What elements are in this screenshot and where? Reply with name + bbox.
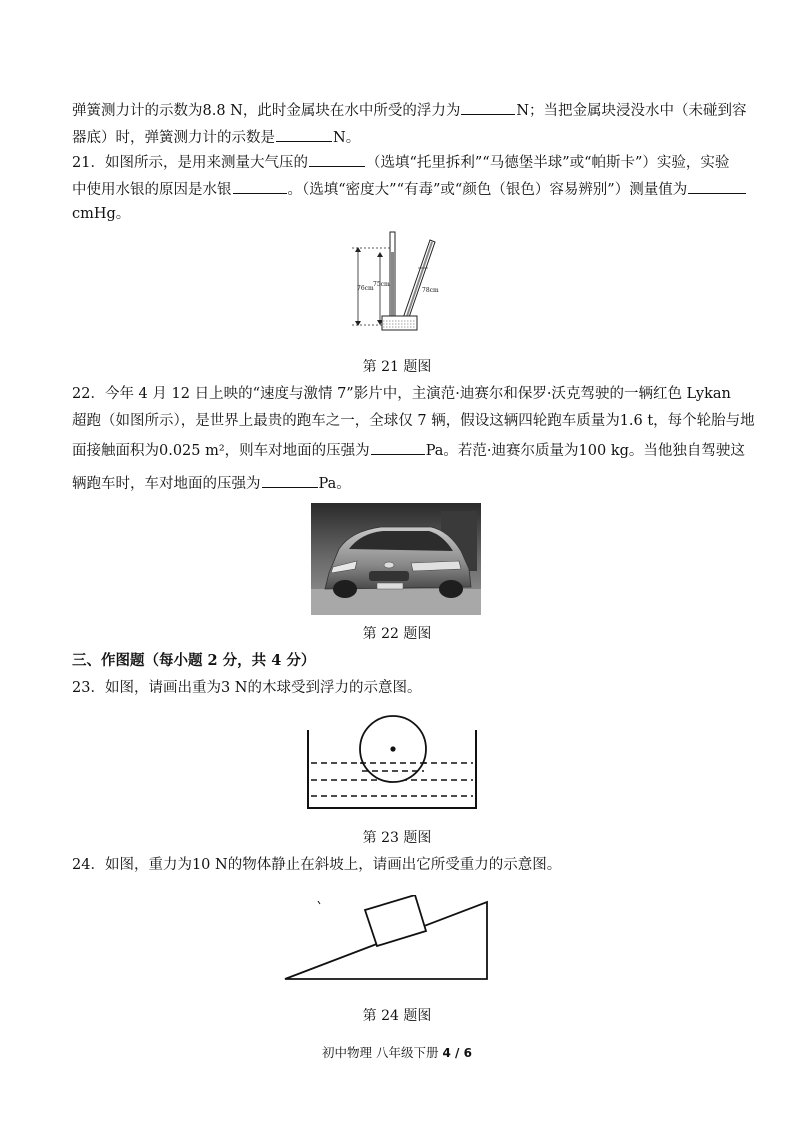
q20-line2 bbox=[72, 127, 724, 148]
page-footer bbox=[0, 1043, 794, 1061]
answer-blank[interactable] bbox=[309, 152, 365, 167]
car-photo bbox=[311, 503, 481, 615]
answer-blank[interactable] bbox=[688, 179, 746, 194]
q20-text-d: N。 bbox=[333, 130, 361, 146]
footer-subject: 初中物理 八年级下册 bbox=[322, 1045, 443, 1060]
label-78cm: 78cm bbox=[422, 287, 439, 294]
section-3-title: 三、作图题（每小题 2 分，共 4 分） bbox=[72, 652, 316, 669]
q22-line3 bbox=[72, 440, 745, 461]
q20-line1 bbox=[72, 100, 747, 121]
floating-ball-figure bbox=[305, 712, 481, 816]
q24-line1: 24．如图，重力为10 N的物体静止在斜坡上，请画出它所受重力的示意图。 bbox=[72, 857, 562, 873]
q23-line1: 23．如图，请画出重为3 N的木球受到浮力的示意图。 bbox=[72, 680, 422, 696]
q20-text-c: 器底）时，弹簧测力计的示数是 bbox=[72, 130, 275, 146]
figure-24-caption: 第 24 题图 bbox=[362, 1008, 432, 1024]
q21-line1 bbox=[72, 152, 730, 173]
q21-text-a: 21．如图所示，是用来测量大气压的 bbox=[72, 155, 308, 171]
figure-23-caption: 第 23 题图 bbox=[362, 830, 432, 846]
q20-text-b: N；当把金属块浸没水中（未碰到容 bbox=[516, 103, 747, 119]
q22-text-a: 面接触面积为0.025 m²，则车对地面的压强为 bbox=[72, 443, 370, 459]
q22-line1: 22．今年 4 月 12 日上映的“速度与激情 7”影片中，主演范·迪赛尔和保罗·沃克驾驶的一辆红色 Lykan bbox=[72, 386, 731, 402]
page-number: 4 / 6 bbox=[442, 1046, 472, 1060]
q20-text-a: 弹簧测力计的示数为8.8 N，此时金属块在水中所受的浮力为 bbox=[72, 103, 461, 119]
q22-line4 bbox=[72, 473, 724, 494]
figure-21-caption: 第 21 题图 bbox=[362, 359, 432, 375]
incline-block-figure bbox=[282, 895, 492, 985]
answer-blank[interactable] bbox=[461, 100, 515, 115]
answer-blank[interactable] bbox=[233, 179, 287, 194]
label-75cm: 75cm bbox=[373, 281, 390, 288]
answer-blank[interactable] bbox=[371, 440, 425, 455]
q22-text-d: Pa。 bbox=[318, 476, 351, 492]
q21-text-e: cmHg。 bbox=[72, 206, 131, 222]
answer-blank[interactable] bbox=[262, 473, 318, 488]
q21-line2 bbox=[72, 179, 724, 200]
label-76cm: 76cm bbox=[357, 285, 374, 292]
q21-text-c: 中使用水银的原因是水银 bbox=[72, 182, 232, 198]
q21-line3 bbox=[72, 204, 724, 224]
q21-text-d: 。（选填“密度大”“有毒”或“颜色（银色）容易辨别”）测量值为 bbox=[287, 182, 688, 198]
q22-text-b: Pa。若范·迪赛尔质量为100 kg。当他独自驾驶这 bbox=[425, 443, 745, 459]
answer-blank[interactable] bbox=[276, 127, 332, 142]
figure-22-caption: 第 22 题图 bbox=[362, 626, 432, 642]
q22-text-c: 辆跑车时，车对地面的压强为 bbox=[72, 476, 261, 492]
torricelli-figure bbox=[352, 228, 442, 332]
q22-line2: 超跑（如图所示），是世界上最贵的跑车之一，全球仅 7 辆，假设这辆四轮跑车质量为1.6 t，每个轮胎与地 bbox=[72, 413, 755, 429]
q21-text-b: （选填“托里拆利”“马德堡半球”或“帕斯卡”）实验，实验 bbox=[365, 155, 730, 171]
